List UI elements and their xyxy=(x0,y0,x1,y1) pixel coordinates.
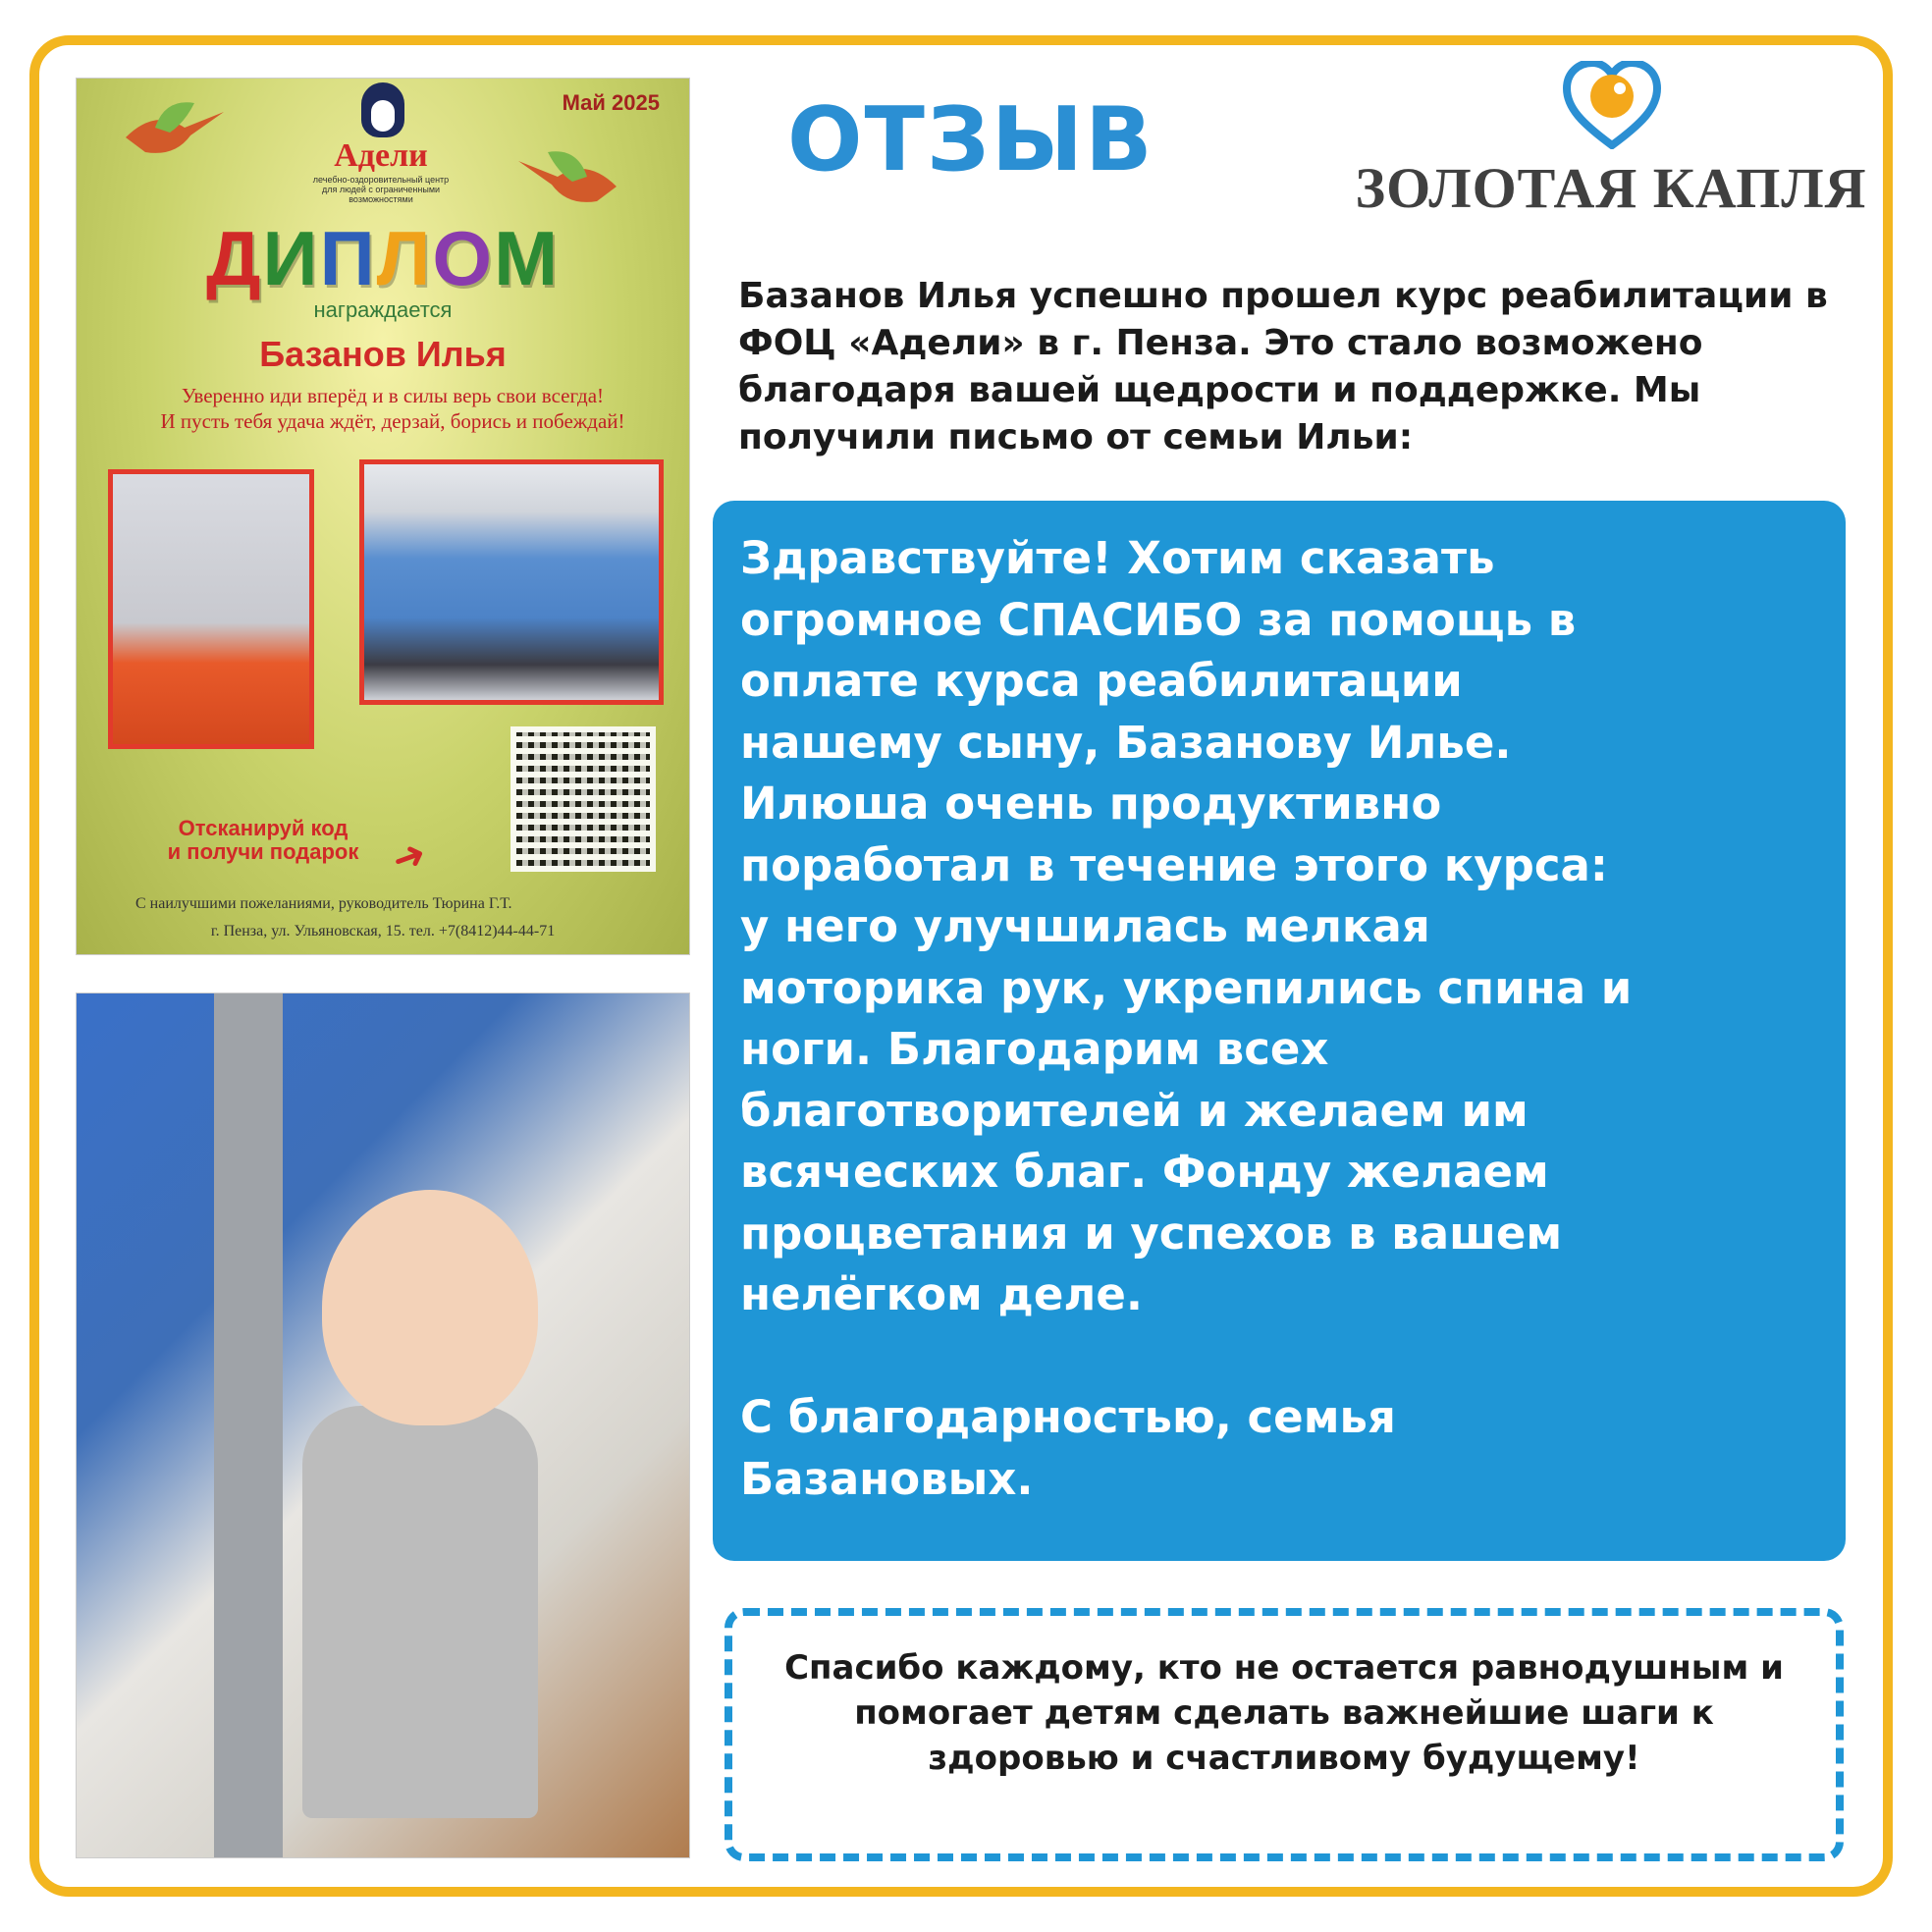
family-letter-box xyxy=(713,501,1846,1561)
child-at-wall-bars-photo xyxy=(77,993,689,1857)
intro-text: Базанов Илья успешно прошел курс реабилитации в ФОЦ «Адели» в г. Пенза. Это стало возможено благодаря вашей щедрости и поддержке. Мы получили письмо от семьи Ильи: xyxy=(738,276,1828,457)
hummingbird-left-icon xyxy=(116,98,234,167)
wall-bars xyxy=(214,993,283,1857)
diploma-title-letter: И xyxy=(262,215,320,301)
diploma-wish-line: И пусть тебя удача ждёт, дерзай, борись и побеждай! xyxy=(160,409,625,433)
thanks-text: Спасибо каждому, кто не остается равнодушным и помогает детям сделать важнейшие шаги к здоровью и счастливому будущему! xyxy=(784,1648,1784,1778)
diploma-awarded: награждается xyxy=(313,297,453,322)
diploma-child-picture xyxy=(108,469,314,749)
diploma-date: Май 2025 xyxy=(562,90,660,115)
diploma-scan-prompt xyxy=(145,817,381,864)
diploma-title xyxy=(77,214,689,303)
diploma-scan-line: Отсканируй код xyxy=(178,816,349,840)
diploma-title-letter: М xyxy=(494,215,561,301)
family-letter-text: Здравствуйте! Хотим сказать огромное СПАСИБО за помощь в оплате курса реабилитации нашему сыну, Базанову Илье. Илюша очень продуктивно поработал в течение этого курса: у него улучшилась мелкая моторика рук, укрепились спина и ноги. Благодарим всех благотворителей и желаем им всяческих благ. Фонду желаем процветания и успехов в вашем нелёгком деле. С благодарностью, семья Базановых. xyxy=(740,532,1633,1505)
diploma-org-sub: лечебно-оздоровительный центр для людей с ограниченными возможностями xyxy=(312,175,450,204)
diploma-staff-group-picture xyxy=(359,459,664,705)
penguin-mascot-icon xyxy=(361,82,404,137)
diploma-wish xyxy=(135,383,650,434)
child-figure xyxy=(302,1406,538,1818)
foundation-name: ЗОЛОТАЯ КАПЛЯ xyxy=(1355,156,1867,220)
diploma-org-name: Адели xyxy=(334,137,428,174)
diploma-title-letter: Л xyxy=(376,215,433,301)
diploma-title-letter: П xyxy=(319,215,377,301)
page-title: ОТЗЫВ xyxy=(787,88,1154,191)
diploma-signature: С наилучшими пожеланиями, руководитель Тюрина Г.Т. xyxy=(135,895,512,912)
diploma-title-letter: Д xyxy=(205,215,263,301)
thanks-box xyxy=(724,1608,1844,1861)
heart-drop-icon xyxy=(1563,61,1661,149)
diploma-title-letter: О xyxy=(432,215,495,301)
diploma-recipient: Базанов Илья xyxy=(259,334,507,374)
diploma-photo xyxy=(77,79,689,954)
diploma-scan-line: и получи подарок xyxy=(167,839,359,864)
foundation-logo xyxy=(1351,61,1871,220)
arrow-right-icon: ➜ xyxy=(386,830,433,885)
diploma-address: г. Пенза, ул. Ульяновская, 15. тел. +7(8412)44-44-71 xyxy=(210,923,556,939)
diploma-org-logo xyxy=(312,137,450,204)
diploma-wish-line: Уверенно иди вперёд и в силы верь свои всегда! xyxy=(181,384,605,407)
qr-code-icon xyxy=(510,726,656,872)
child-head xyxy=(322,1190,538,1425)
hummingbird-right-icon xyxy=(509,147,626,216)
